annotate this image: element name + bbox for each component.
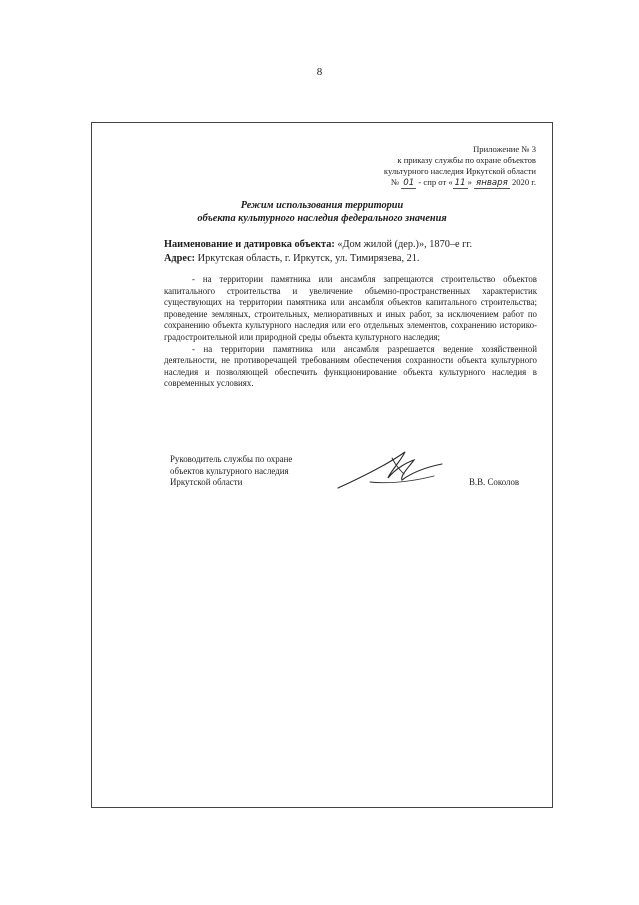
paragraph-prohibitions: - на территории памятника или ансамбля запрещаются строительство объектов капитального строительства и увеличение объемно-пространственных характеристик существующих на территории памятника или ансамбля объектов капитального строительства; проведение земляных, строительных, мелиоративных и иных работ, за исключением работ по сохранению объекта культурного наследия или его отдельных элементов, сохранению историко-градостроительной или природной среды объекта культурного наследия; bbox=[164, 274, 537, 342]
order-number-prefix: № bbox=[390, 177, 400, 187]
appendix-line-2: к приказу службы по охране объектов bbox=[397, 155, 536, 165]
title-line-1: Режим использования территории bbox=[240, 200, 404, 211]
usage-regime-text bbox=[164, 274, 537, 390]
signatory-line-3: Иркутской области bbox=[170, 477, 243, 488]
signatory-line-1: Руководитель службы по охране bbox=[170, 454, 293, 464]
object-info bbox=[164, 238, 524, 266]
object-address-row bbox=[164, 252, 524, 266]
handwritten-signature bbox=[330, 438, 450, 498]
object-name-label: Наименование и датировка объекта: bbox=[164, 239, 335, 250]
object-name-row bbox=[164, 238, 524, 252]
order-day: 11 bbox=[454, 178, 466, 188]
order-sep: » bbox=[467, 177, 472, 187]
signatory-line-2: объектов культурного наследия bbox=[170, 465, 289, 476]
object-address-label: Адрес: bbox=[164, 253, 196, 264]
signatory-position bbox=[170, 454, 292, 489]
signatory-name: В.В. Соколов bbox=[469, 477, 520, 487]
object-address-value: Иркутская область, г. Иркутск, ул. Тимирязева, 21. bbox=[197, 253, 420, 264]
appendix-line-4 bbox=[384, 177, 536, 189]
order-number: 01 bbox=[403, 178, 415, 188]
page-number: 8 bbox=[316, 66, 323, 78]
order-middle: - спр от « bbox=[418, 177, 453, 187]
appendix-line-3: культурного наследия Иркутской области bbox=[383, 166, 536, 176]
object-name-value: «Дом жилой (дер.)», 1870–е гг. bbox=[337, 239, 473, 250]
order-month: января bbox=[476, 178, 508, 188]
document-title bbox=[91, 199, 553, 225]
title-line-2: объекта культурного наследия федерального значения bbox=[197, 213, 447, 224]
order-year: 2020 г. bbox=[511, 177, 536, 187]
appendix-header bbox=[384, 144, 536, 189]
appendix-line-1: Приложение № 3 bbox=[473, 144, 536, 154]
paragraph-permissions: - на территории памятника или ансамбля разрешается ведение хозяйственной деятельности, не противоречащей требованиям обеспечения сохранности объекта культурного наследия и позволяющей обеспечить функционирование объекта культурного наследия в современных условиях. bbox=[164, 343, 537, 389]
